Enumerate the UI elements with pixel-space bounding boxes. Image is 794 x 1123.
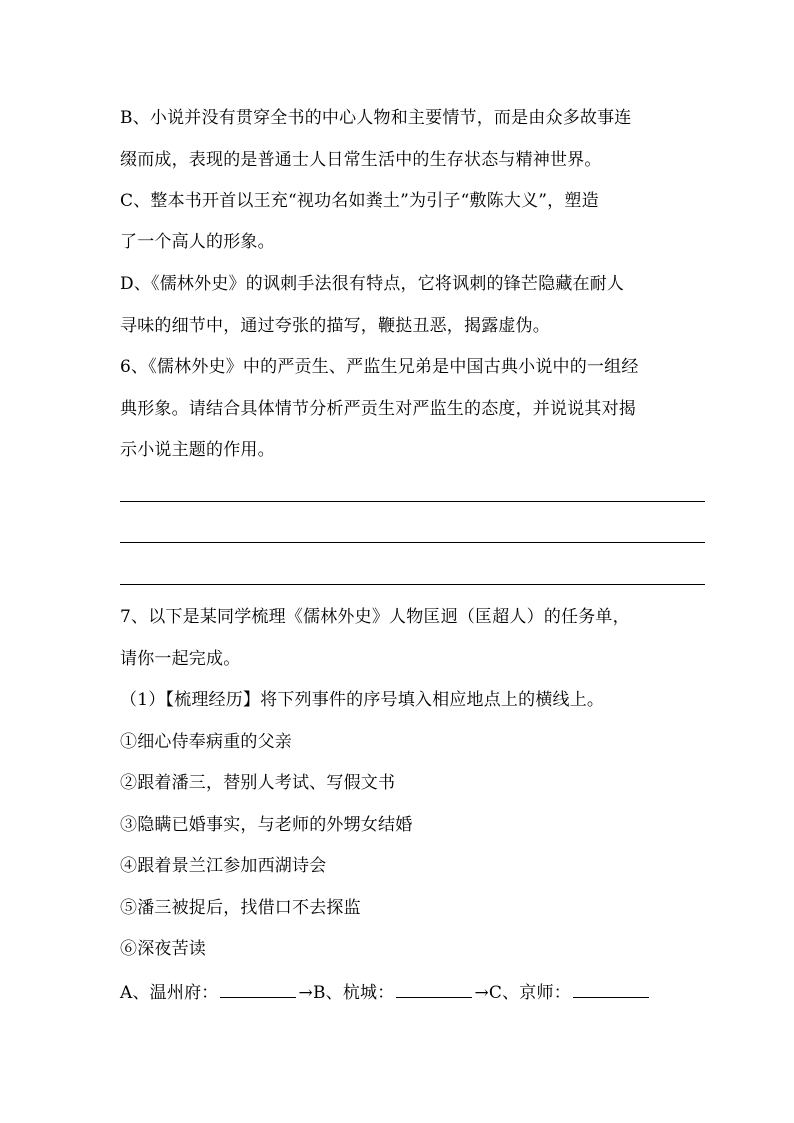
place-a-blank[interactable] bbox=[220, 981, 296, 998]
option-b-line-1: B、小说并没有贯穿全书的中心人物和主要情节，而是由众多故事连 bbox=[120, 108, 632, 128]
places-line bbox=[120, 981, 720, 1003]
question-7-subtitle: （1）【梳理经历】将下列事件的序号填入相应地点上的横线上。 bbox=[120, 690, 605, 710]
question-6-line-3: 示小说主题的作用。 bbox=[120, 440, 275, 460]
place-c-blank[interactable] bbox=[573, 981, 649, 998]
place-b-blank[interactable] bbox=[396, 981, 472, 998]
option-d-line-1: D、《儒林外史》的讽刺手法很有特点，它将讽刺的锋芒隐藏在耐人 bbox=[120, 274, 625, 294]
event-item-6: ⑥深夜苦读 bbox=[120, 939, 206, 959]
event-item-2: ②跟着潘三，替别人考试、写假文书 bbox=[120, 773, 396, 793]
place-c-label: C、京师： bbox=[488, 983, 571, 1003]
question-7-line-1: 7、以下是某同学梳理《儒林外史》人物匡迥（匡超人）的任务单， bbox=[120, 607, 630, 627]
option-c-line-2: 了一个高人的形象。 bbox=[120, 232, 275, 252]
option-c-line-1: C、整本书开首以王充“视功名如粪土”为引子“敷陈大义”，塑造 bbox=[120, 191, 599, 211]
event-item-1: ①细心侍奉病重的父亲 bbox=[120, 732, 292, 752]
event-item-3: ③隐瞒已婚事实，与老师的外甥女结婚 bbox=[120, 815, 413, 835]
option-d-line-2: 寻味的细节中，通过夸张的描写，鞭挞丑恶，揭露虚伪。 bbox=[120, 316, 550, 336]
arrow-1: → bbox=[298, 983, 313, 1003]
arrow-2: → bbox=[474, 983, 489, 1003]
event-item-4: ④跟着景兰江参加西湖诗会 bbox=[120, 856, 327, 876]
question-7-line-2: 请你一起完成。 bbox=[120, 649, 241, 669]
option-b-line-2: 缀而成，表现的是普通士人日常生活中的生存状态与精神世界。 bbox=[120, 150, 602, 170]
place-a-label: A、温州府： bbox=[120, 983, 219, 1003]
question-6-line-1: 6、《儒林外史》中的严贡生、严监生兄弟是中国古典小说中的一组经 bbox=[120, 357, 639, 377]
answer-line-2[interactable] bbox=[120, 542, 705, 543]
question-6-line-2: 典形象。请结合具体情节分析严贡生对严监生的态度，并说说其对揭 bbox=[120, 399, 636, 419]
answer-line-3[interactable] bbox=[120, 584, 705, 585]
answer-line-1[interactable] bbox=[120, 501, 705, 502]
place-b-label: B、杭城： bbox=[312, 983, 395, 1003]
event-item-5: ⑤潘三被捉后，找借口不去探监 bbox=[120, 898, 361, 918]
